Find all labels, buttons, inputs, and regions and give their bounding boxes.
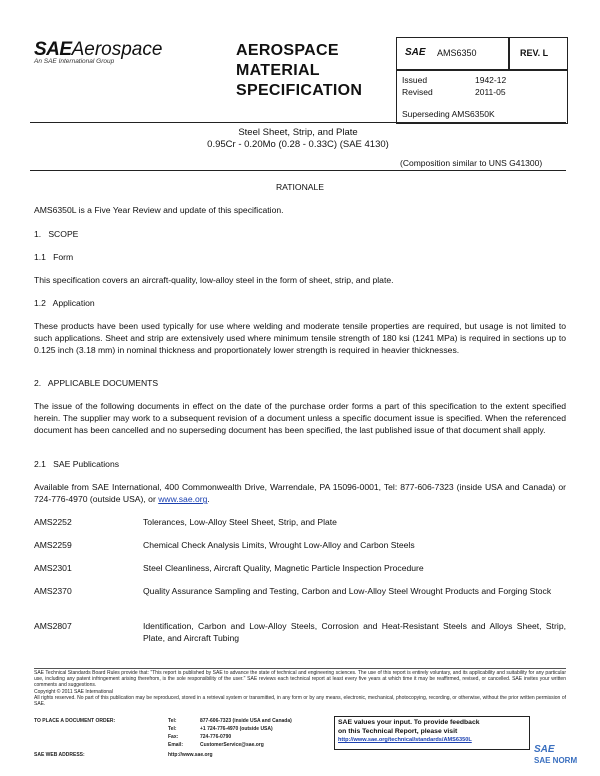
doc-number: AMS6350 bbox=[437, 48, 477, 58]
sae-norm-watermark bbox=[534, 742, 598, 772]
footer-copyright: Copyright © 2011 SAE International bbox=[34, 688, 113, 695]
reference-code: AMS2301 bbox=[34, 563, 72, 573]
reference-code: AMS2807 bbox=[34, 621, 72, 631]
footer-disclaimer bbox=[34, 670, 566, 707]
feedback-line1: SAE values your input. To provide feedback bbox=[338, 719, 480, 726]
sae-mark: SAE bbox=[405, 47, 426, 58]
logo-subtitle: An SAE International Group bbox=[34, 58, 115, 65]
sae-website-link[interactable]: www.sae.org bbox=[158, 494, 208, 505]
reference-title: Steel Cleanliness, Aircraft Quality, Magnetic Particle Inspection Procedure bbox=[143, 563, 424, 573]
revised-value: 2011-05 bbox=[475, 87, 506, 97]
issued-label: Issued bbox=[402, 75, 428, 85]
email-value[interactable]: CustomerService@sae.org bbox=[200, 742, 264, 748]
dates-box bbox=[396, 69, 568, 124]
header-rule bbox=[30, 122, 566, 123]
section-1-1-text: This specification covers an aircraft-quality, low-alloy steel in the form of sheet, strip, and plate. bbox=[34, 275, 394, 285]
fax-value: 724-776-0790 bbox=[200, 734, 232, 740]
document-title bbox=[30, 127, 566, 151]
order-info bbox=[34, 718, 334, 768]
rev-box bbox=[508, 37, 568, 71]
reference-title: Quality Assurance Sampling and Testing, Carbon and Low-Alloy Steel Wrought Products and Forging Stock bbox=[143, 586, 552, 596]
tel2-value: +1 724-776-4970 (outside USA) bbox=[200, 726, 273, 732]
tel-label: Tel: bbox=[168, 718, 177, 724]
tel2-label: Tel: bbox=[168, 726, 177, 732]
superseding: Superseding AMS6350K bbox=[402, 109, 495, 119]
reference-title: Tolerances, Low-Alloy Steel Sheet, Strip, and Plate bbox=[143, 517, 337, 527]
doc-number-box bbox=[396, 37, 510, 71]
email-label: Email: bbox=[168, 742, 184, 748]
watermark-norm-text: SAE NORM bbox=[534, 756, 578, 765]
section-2-1-text bbox=[34, 481, 566, 505]
section-2-text: The issue of the following documents in effect on the date of the purchase order forms a part of this specification to the extent specified herein. The supplier may work to a subsequent revision of a document unless a specific document issue is specified. When the referenced document has been cancelled and no superseding document has been specified, the last published issue of that document shall apply. bbox=[34, 401, 566, 436]
fax-label: Fax: bbox=[168, 734, 179, 740]
reference-code: AMS2252 bbox=[34, 517, 72, 527]
issued-value: 1942-12 bbox=[475, 75, 507, 85]
reference-title: Chemical Check Analysis Limits, Wrought Low-Alloy and Carbon Steels bbox=[143, 540, 415, 550]
document-title-line2: 0.95Cr - 0.20Mo (0.28 - 0.33C) (SAE 4130) bbox=[207, 139, 389, 150]
section-1-1-heading: 1.1 Form bbox=[34, 252, 74, 262]
rev-label: REV. L bbox=[520, 48, 549, 58]
spec-title-line2: MATERIAL bbox=[236, 62, 320, 79]
section-2-1-text-body: Available from SAE International, 400 Commonwealth Drive, Warrendale, PA 15096-0001, Tel: 877-606-7323 (inside USA and Canada) or 724-776-4970 (outside USA), or bbox=[34, 482, 566, 505]
rationale-text: AMS6350L is a Five Year Review and update of this specification. bbox=[34, 205, 284, 215]
web-value[interactable]: http://www.sae.org bbox=[168, 752, 213, 758]
spec-title-line1: AEROSPACE bbox=[236, 42, 339, 59]
rationale-heading: RATIONALE bbox=[275, 182, 325, 192]
footer-rules-text: SAE Technical Standards Board Rules provide that: "This report is published by SAE to advance the state of technical and engineering sciences. The use of this report is entirely voluntary, and its applicability and suitability for any particular use, including any patent infringement arising therefrom, is the sole responsibility of the user." SAE reviews each technical report at least every five years at which time it may be reaffirmed, revised, or cancelled. SAE invites your written comments and suggestions. bbox=[34, 670, 566, 689]
feedback-line2: on this Technical Report, please visit bbox=[338, 728, 458, 735]
reference-title: Identification, Carbon and Low-Alloy Steels, Corrosion and Heat-Resistant Steels and Alloys Sheet, Strip, Plate, and Aircraft Tubing bbox=[143, 621, 566, 644]
feedback-box bbox=[334, 716, 530, 750]
spec-title bbox=[236, 41, 362, 101]
section-2-1-text-end: . bbox=[207, 494, 210, 505]
footer-rule bbox=[34, 668, 566, 669]
web-label: SAE WEB ADDRESS: bbox=[34, 752, 85, 758]
reference-code: AMS2259 bbox=[34, 540, 72, 550]
tel-value: 877-606-7323 (inside USA and Canada) bbox=[200, 718, 292, 724]
logo-aerospace-text: Aerospace bbox=[71, 39, 163, 60]
reference-code: AMS2370 bbox=[34, 586, 72, 596]
document-title-line1: Steel Sheet, Strip, and Plate bbox=[238, 127, 358, 138]
watermark-sae-text: SAE bbox=[534, 744, 555, 755]
section-1-2-text: These products have been used typically for use where welding and moderate tensile properties are required, but usage is not limited to such applications. Sheet and strip are extensively used where minimum tensile strength of 180 ksi (1241 MPa) is required in sections up to 0.125 inch (3.18 mm) in nominal thickness and proportionately lower strength is required in heavier thicknesses. bbox=[34, 321, 566, 356]
section-1-2-heading: 1.2 Application bbox=[34, 298, 95, 308]
spec-title-line3: SPECIFICATION bbox=[236, 82, 363, 99]
footer-rights: All rights reserved. No part of this publication may be reproduced, stored in a retrieval system or transmitted, in any form or by any means, electronic, mechanical, photocopying, recording, or otherwise, without the prior written permission of SAE. bbox=[34, 694, 566, 708]
sae-aerospace-logo bbox=[34, 39, 224, 65]
title-rule bbox=[30, 170, 566, 171]
section-2-heading: 2. APPLICABLE DOCUMENTS bbox=[34, 378, 159, 388]
order-label: TO PLACE A DOCUMENT ORDER: bbox=[34, 718, 116, 724]
revised-label: Revised bbox=[402, 87, 433, 97]
section-2-1-heading: 2.1 SAE Publications bbox=[34, 459, 120, 469]
section-1-heading: 1. SCOPE bbox=[34, 229, 79, 239]
feedback-link[interactable]: http://www.sae.org/technical/standards/AMS6350L bbox=[338, 737, 472, 743]
composition-note: (Composition similar to UNS G41300) bbox=[400, 158, 543, 168]
logo-sae-text: SAE bbox=[34, 39, 72, 60]
